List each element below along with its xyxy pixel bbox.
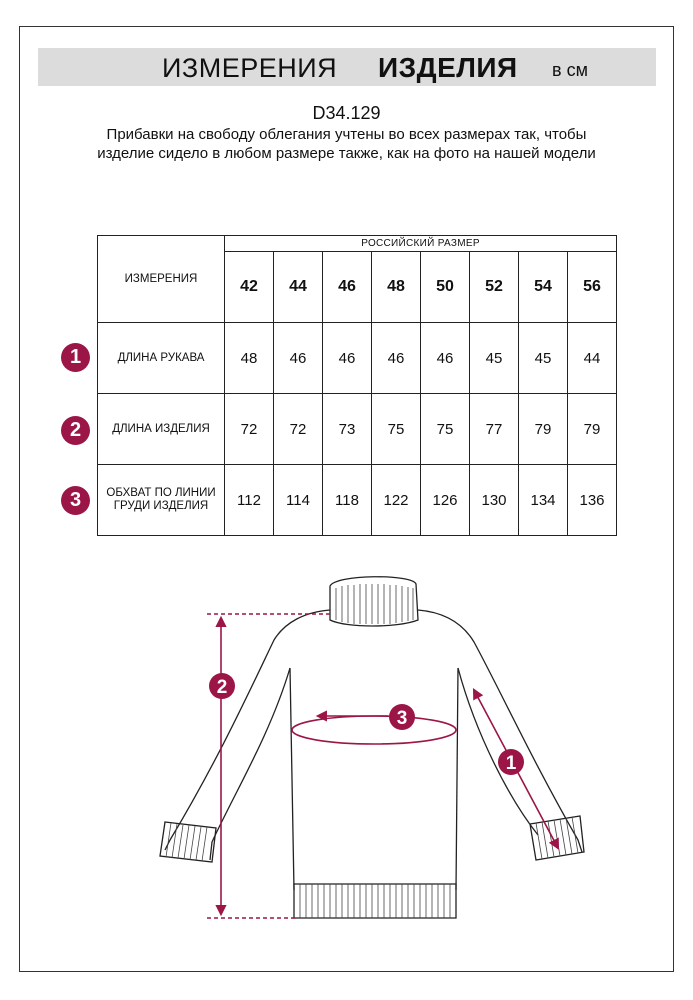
size-cell: 52	[470, 252, 519, 323]
size-group-label: РОССИЙСКИЙ РАЗМЕР	[225, 236, 617, 252]
value-cell: 46	[274, 323, 323, 394]
marker-1-label: 1	[505, 753, 517, 774]
value-cell: 79	[519, 394, 568, 465]
row-marker-2: 2	[61, 416, 90, 445]
value-cell: 46	[421, 323, 470, 394]
corner-label: ИЗМЕРЕНИЯ	[98, 236, 225, 323]
row-marker-3: 3	[61, 486, 90, 515]
value-cell: 77	[470, 394, 519, 465]
marker-3-label: 3	[396, 708, 408, 729]
value-cell: 73	[323, 394, 372, 465]
value-cell: 122	[372, 465, 421, 536]
value-cell: 45	[519, 323, 568, 394]
size-cell: 50	[421, 252, 470, 323]
title-units: в см	[552, 60, 588, 80]
row-label-chest: ОБХВАТ ПО ЛИНИИ ГРУДИ ИЗДЕЛИЯ	[98, 465, 225, 536]
value-cell: 118	[323, 465, 372, 536]
size-cell: 46	[323, 252, 372, 323]
sweater-outline	[160, 577, 584, 918]
value-cell: 45	[470, 323, 519, 394]
value-cell: 134	[519, 465, 568, 536]
value-cell: 44	[568, 323, 617, 394]
product-code: D34.129	[312, 103, 381, 123]
fit-note: Прибавки на свободу облегания учтены во всех размерах так, чтобы изделие сидело в любом размере также, как на фото на нашей модели	[97, 126, 596, 162]
row-label-length: ДЛИНА ИЗДЕЛИЯ	[98, 394, 225, 465]
value-cell: 48	[225, 323, 274, 394]
size-cell: 54	[519, 252, 568, 323]
marker-2-label: 2	[216, 677, 228, 698]
value-cell: 75	[421, 394, 470, 465]
value-cell: 72	[225, 394, 274, 465]
value-cell: 130	[470, 465, 519, 536]
value-cell: 75	[372, 394, 421, 465]
title-regular: ИЗМЕРЕНИЯ	[162, 53, 338, 83]
value-cell: 46	[323, 323, 372, 394]
title-bold: ИЗДЕЛИЯ	[378, 52, 518, 83]
value-cell: 46	[372, 323, 421, 394]
size-cell: 56	[568, 252, 617, 323]
value-cell: 112	[225, 465, 274, 536]
value-cell: 136	[568, 465, 617, 536]
row-label-sleeve: ДЛИНА РУКАВА	[98, 323, 225, 394]
size-cell: 48	[372, 252, 421, 323]
size-cell: 42	[225, 252, 274, 323]
value-cell: 114	[274, 465, 323, 536]
value-cell: 72	[274, 394, 323, 465]
value-cell: 126	[421, 465, 470, 536]
value-cell: 79	[568, 394, 617, 465]
size-cell: 44	[274, 252, 323, 323]
row-marker-1: 1	[61, 343, 90, 372]
